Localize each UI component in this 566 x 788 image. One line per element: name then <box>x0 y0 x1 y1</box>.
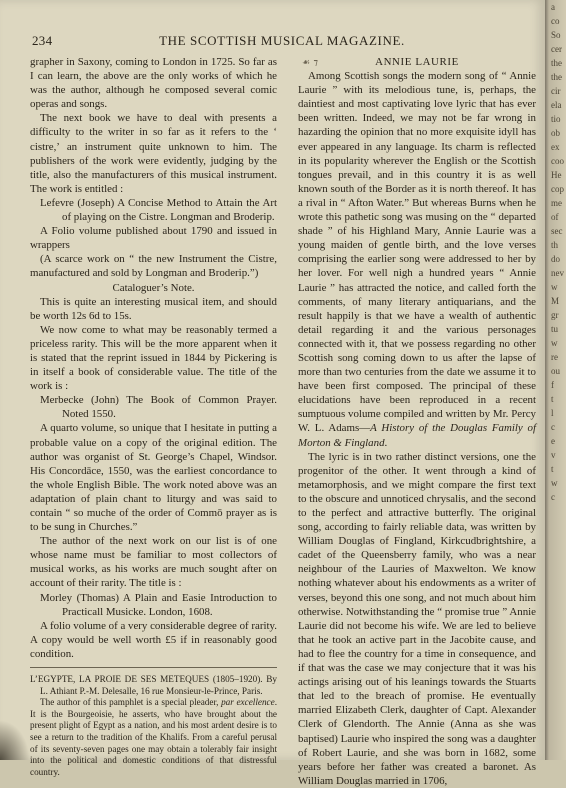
facing-page-fragment: f <box>551 380 554 390</box>
facing-page-fragment: re <box>551 352 558 362</box>
left-paragraphs <box>30 55 277 661</box>
facing-page-fragment: ela <box>551 100 562 110</box>
facing-page-fragment: the <box>551 58 562 68</box>
left-paragraph: We now come to what may be reasonably termed a priceless rarity. This will be the more apparent when it is stated that the reprint issued in 1844 by Pickering is in itself a book of considerable value. The title of the work is : <box>30 323 277 393</box>
facing-page-fragment: ob <box>551 128 560 138</box>
review-heading <box>30 674 277 697</box>
facing-page-fragment: co <box>551 16 560 26</box>
facing-page-fragment: t <box>551 464 554 474</box>
facing-page-fragment: coo <box>551 156 564 166</box>
facing-page-fragment: cop <box>551 184 564 194</box>
review-body-text-end: . It is the Bourgeoisie, he asserts, who have brought about the present plight of Egypt as a nation, and his most ardent desire is to see a return to the tradition of the Khalifs. From a careful perusal of its seventy-seven pages one may obtain a tolerably fair insight into the political and domestic conditions of that distressful country. <box>30 697 277 777</box>
left-paragraph: Lefevre (Joseph) A Concise Method to Attain the Art of playing on the Cistre. Longman and Broderip. <box>40 196 277 224</box>
review-body-italic: par excellence <box>221 697 275 708</box>
page-number: 234 <box>32 33 53 48</box>
left-paragraph: A folio volume of a very considerable degree of rarity. A copy would be well worth £5 if in reasonably good condition. <box>30 619 277 660</box>
left-paragraph: Merbecke (John) The Book of Common Prayer. Noted 1550. <box>40 394 277 421</box>
article-text-end: . <box>384 436 388 449</box>
facing-page-fragment: So <box>551 30 561 40</box>
article-text: Among Scottish songs the modern song of “ Annie Laurie ” with its melodious tune, is, perhaps, the daintiest and most captivating love lyric that has ever been written. Indeed, we may not be far wrong in hazarding the opinion that no more exquisite idyll has ever appeared in any language. Its charm is reflected in its popularity wherever the English or the Scottish tongues prevail, and in this country it is as well known south of the Border as it is north thereof. It has a rival in “ Afton Water.” But whereas Burns when he wrote this pathetic song was musing on the “ departed shade ” of his Highland Mary, Annie Laurie was a young maiden of gentle birth, and the love verses comprising the earlier song were addressed to her by her lover. For well nigh a hundred years “ Annie Laurie ” has attracted the notice, and called forth the comments, of many literary antiquarians, and the result happily is that we have a wealth of authentic detail regarding it and the various personages connected with it, that we possess regarding no other Scottish song coming down to us after the lapse of more than two centuries from the date we assume it to have been first composed. The principal of these elucidations have been reproduced in a recent sumptuous volume compiled and written by Mr. Percy W. L. Adams— <box>298 70 536 435</box>
review-heading-details: (1805–1920). By L. Athiant P.-M. Delesalle, 16 rue Monsieur-le-Prince, Paris. <box>40 674 277 696</box>
left-paragraph: A Folio volume published about 1790 and issued in wrappers <box>30 225 277 252</box>
facing-page-fragment: w <box>551 282 558 292</box>
article-paragraph: The lyric is in two rather distinct versions, one the progenitor of the other. It went through a kind of metamorphosis, and we might compare the first text to the obscure and unnoticed chrysalis, and the second to the perfect and attractive butterfly. The original song, according to fairly reliable data, was written by William Douglas of Fingland, Kirkcudbrightshire, a cadet of the Queensberry family, who was a near neighbour of the Lauries of Maxwelton. We know nothing whatever about his endowments as a writer of verses, beyond this one song, and not much about him otherwise. Notwithstanding the “ promise true ” Annie Laurie did not become his wife. We are led to believe that he took an active part in the Jacobite cause, and had to flee the country for a time in consequence, and if that was the case we may conjecture that it was his actings arising out of his leanings towards the Stuarts that led to the breach of promise. He eventually married Elizabeth Clerk, daughter of Capt. Alexander Clerk of Glendorth. The Annie (Anna as she was baptised) Laurie who inspired the song was a daughter of Robert Laurie, and she was born in 1682, some years before her father was created a baronet. As William Douglas married in 1706, <box>298 450 536 787</box>
review-body <box>30 697 277 778</box>
facing-page-fragment: v <box>551 450 556 460</box>
facing-page-fragment: nev <box>551 268 564 278</box>
facing-page-edge <box>545 0 566 760</box>
left-paragraph: This is quite an interesting musical item, and should be worth 12s 6d to 15s. <box>30 295 277 322</box>
facing-page-fragment: tu <box>551 324 559 334</box>
facing-page-fragment: He <box>551 170 562 180</box>
facing-page-fragment: e <box>551 436 555 446</box>
article-paragraph <box>298 69 536 450</box>
facing-page-fragment: w <box>551 478 558 488</box>
left-paragraph: (A scarce work on “ the new Instrument the Cistre, manufactured and sold by Longman and Broderip.”) <box>30 253 277 280</box>
facing-page-fragment: cer <box>551 44 562 54</box>
divider-rule <box>30 667 277 668</box>
article-title: ANNIE LAURIE <box>375 56 459 68</box>
article-heading <box>298 55 536 69</box>
left-paragraph: A quarto volume, so unique that I hesitate in putting a probable value on a copy of the original edition. The author was organist of St. George’s Chapel, Windsor. His Concordāce, 1550, was the earliest concordance to the whole English Bible. The work noted above was an adaptation of plain chant to liturgy and was said to contain “ so muche of the order of Commō prayer as is to be sung in Churches.” <box>30 422 277 534</box>
left-paragraph: Morley (Thomas) A Plain and Easie Introduction to Practicall Musicke. London, 1608. <box>40 591 277 618</box>
facing-page-fragment: ex <box>551 142 560 152</box>
facing-page-fragment: tio <box>551 114 561 124</box>
facing-page-fragment: a <box>551 2 555 12</box>
facing-page-fragment: M <box>551 296 560 306</box>
book-title-italic: A History of the Douglas Family of Morton & Fingland <box>298 422 536 449</box>
facing-page-fragment: do <box>551 254 560 264</box>
facing-page-fragment: c <box>551 492 555 502</box>
page-corner-shadow <box>0 720 30 760</box>
review-body-text: The author of this pamphlet is a special pleader, <box>40 697 222 708</box>
book-review <box>30 674 277 778</box>
magazine-title: THE SCOTTISH MUSICAL MAGAZINE. <box>159 33 405 48</box>
facing-page-fragment: th <box>551 240 559 250</box>
facing-page-fragment: ou <box>551 366 560 376</box>
left-paragraph: The next book we have to deal with presents a difficulty to the writer in so far as it refers to the ‘ cistre,’ an instrument quite unknown to him. The publishers of the work were evidently, judging by the title, also the manufacturers of this musical instrument. The work is entitled : <box>30 112 277 195</box>
left-paragraph: grapher in Saxony, coming to London in 1725. So far as I can learn, the above are the only works of which he was the author, although he composed several comic operas and songs. <box>30 56 277 111</box>
facing-page-fragment: gr <box>551 310 559 320</box>
ornament-glyph: ☙ ⁊ <box>302 57 319 67</box>
facing-page-fragment: sec <box>551 226 563 236</box>
facing-page-fragment: t <box>551 394 554 404</box>
left-column <box>30 55 277 778</box>
left-paragraph: Cataloguer’s Note. <box>112 281 195 294</box>
review-heading-title: L’EGYPTE, LA PROIE DE SES METEQUES <box>30 674 210 685</box>
facing-page-fragment: me <box>551 198 562 208</box>
facing-page-fragment: of <box>551 212 559 222</box>
facing-page-fragment: c <box>551 422 555 432</box>
right-column <box>298 55 536 788</box>
left-paragraph: The author of the next work on our list is of one whose name must be familiar to most collectors of musical works, as his works are much sought after on account of their rarity. The title is : <box>30 535 277 590</box>
facing-page-fragment: l <box>551 408 554 418</box>
facing-page-fragment: the <box>551 72 562 82</box>
facing-page-fragment: w <box>551 338 558 348</box>
facing-page-fragment: cir <box>551 86 561 96</box>
